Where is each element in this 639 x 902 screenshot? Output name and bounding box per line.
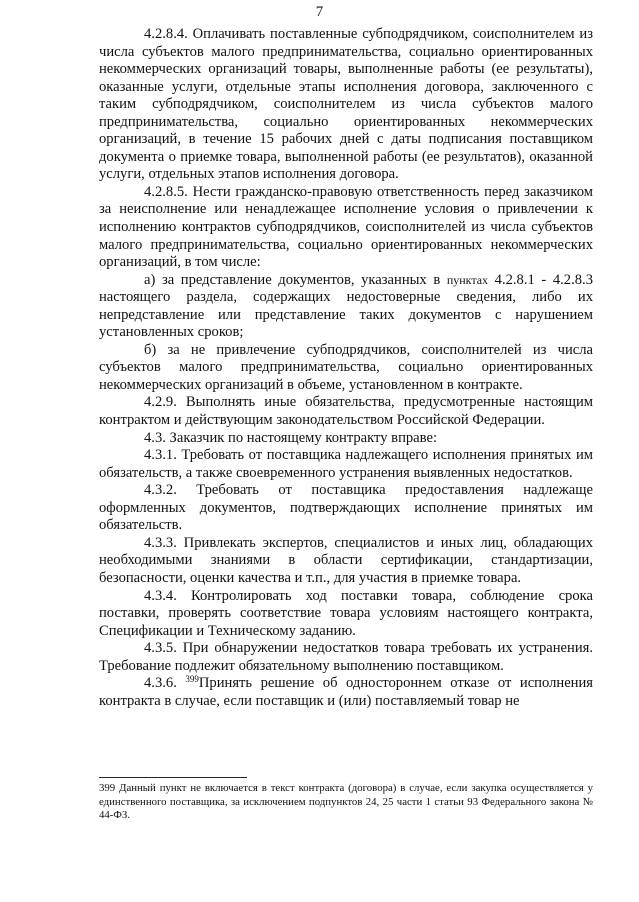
clause-4-2-8-5: 4.2.8.5. Нести гражданско-правовую ответственность перед заказчиком за неисполнение или ненадлежащее исполнение условия о привлечении к исполнению контрактов субподрядчиков, соисполнителей из числа субъектов малого предпринимательства, социально ориентированных некоммерческих организаций, в том числе: bbox=[99, 183, 593, 271]
clause-subitem-a-small-word: пунктах bbox=[446, 272, 489, 287]
footnote-separator bbox=[99, 777, 247, 778]
clause-4-3: 4.3. Заказчик по настоящему контракту вправе: bbox=[144, 429, 437, 446]
clause-4-3-1: 4.3.1. Требовать от поставщика надлежащего исполнения принятых им обязательств, а также своевременного устранения выявленных недостатков. bbox=[99, 447, 593, 481]
clause-4-3-6-text: Принять решение об одностороннем отказе от исполнения контракта в случае, если поставщик и (или) поставляемый товар не bbox=[99, 675, 594, 709]
clause-4-3-3: 4.3.3. Привлекать экспертов, специалистов и иных лиц, обладающих необходимыми знаниями в области сертификации, стандартизации, безопасности, оценки качества и т.п., для участия в приемке товара. bbox=[99, 534, 593, 586]
clause-4-3-6 bbox=[99, 675, 593, 710]
clause-subitem-a bbox=[99, 272, 593, 342]
clause-subitem-b: б) за не привлечение субподрядчиков, соисполнителей из числа субъектов малого предпринимательства, социально ориентированных некоммерческих организаций в объеме, установленном в контракте. bbox=[99, 341, 593, 393]
clause-4-2-8-4: 4.2.8.4. Оплачивать поставленные субподрядчиком, соисполнителем из числа субъектов малого предпринимательства, социально ориентированных некоммерческих организаций товары, выполненные работы (ее результаты), оказанные услуги, отдельные этапы исполнения договора, заключенного с таким субподрядчиком, соисполнителем из числа субъектов малого предпринимательства, социально ориентированных некоммерческих организаций, в течение 15 рабочих дней с даты подписания поставщиком документа о приемке товара, выполненной работы (ее результатов), оказанной услуги, отдельных этапов исполнения договора. bbox=[99, 26, 593, 183]
document-body bbox=[99, 26, 593, 710]
clause-4-3-6-number: 4.3.6. bbox=[144, 675, 186, 692]
clause-subitem-a-text-before: а) за представление документов, указанных в bbox=[144, 271, 447, 288]
clause-4-3-5: 4.3.5. При обнаружении недостатков товара требовать их устранения. Требование подлежит обязательному выполнению поставщиком. bbox=[99, 640, 593, 674]
footnote-reference[interactable]: 399 bbox=[185, 674, 199, 685]
clause-4-2-9: 4.2.9. Выполнять иные обязательства, предусмотренные настоящим контрактом и действующим законодательством Российской Федерации. bbox=[99, 394, 593, 429]
clause-4-3-4: 4.3.4. Контролировать ход поставки товара, соблюдение срока поставки, проверять соответствие товара условиям настоящего контракта, Спецификации и Техническому заданию. bbox=[99, 587, 593, 639]
clause-4-3-2: 4.3.2. Требовать от поставщика предоставления надлежаще оформленных документов, подтверждающих исполнение принятых им обязательств. bbox=[99, 482, 593, 534]
page-number: 7 bbox=[315, 4, 324, 20]
footnote: 399 Данный пункт не включается в текст контракта (договора) в случае, если закупка осуществляется у единственного поставщика, за исключением подпунктов 24, 25 части 1 статьи 93 Федерального закона № 44-ФЗ. bbox=[99, 782, 593, 821]
clause-subitem-a-text-after: 4.2.8.1 - 4.2.8.3 настоящего раздела, содержащих недостоверные сведения, либо их непредставление или представление таких документов с нарушением установленных сроков; bbox=[99, 271, 593, 341]
